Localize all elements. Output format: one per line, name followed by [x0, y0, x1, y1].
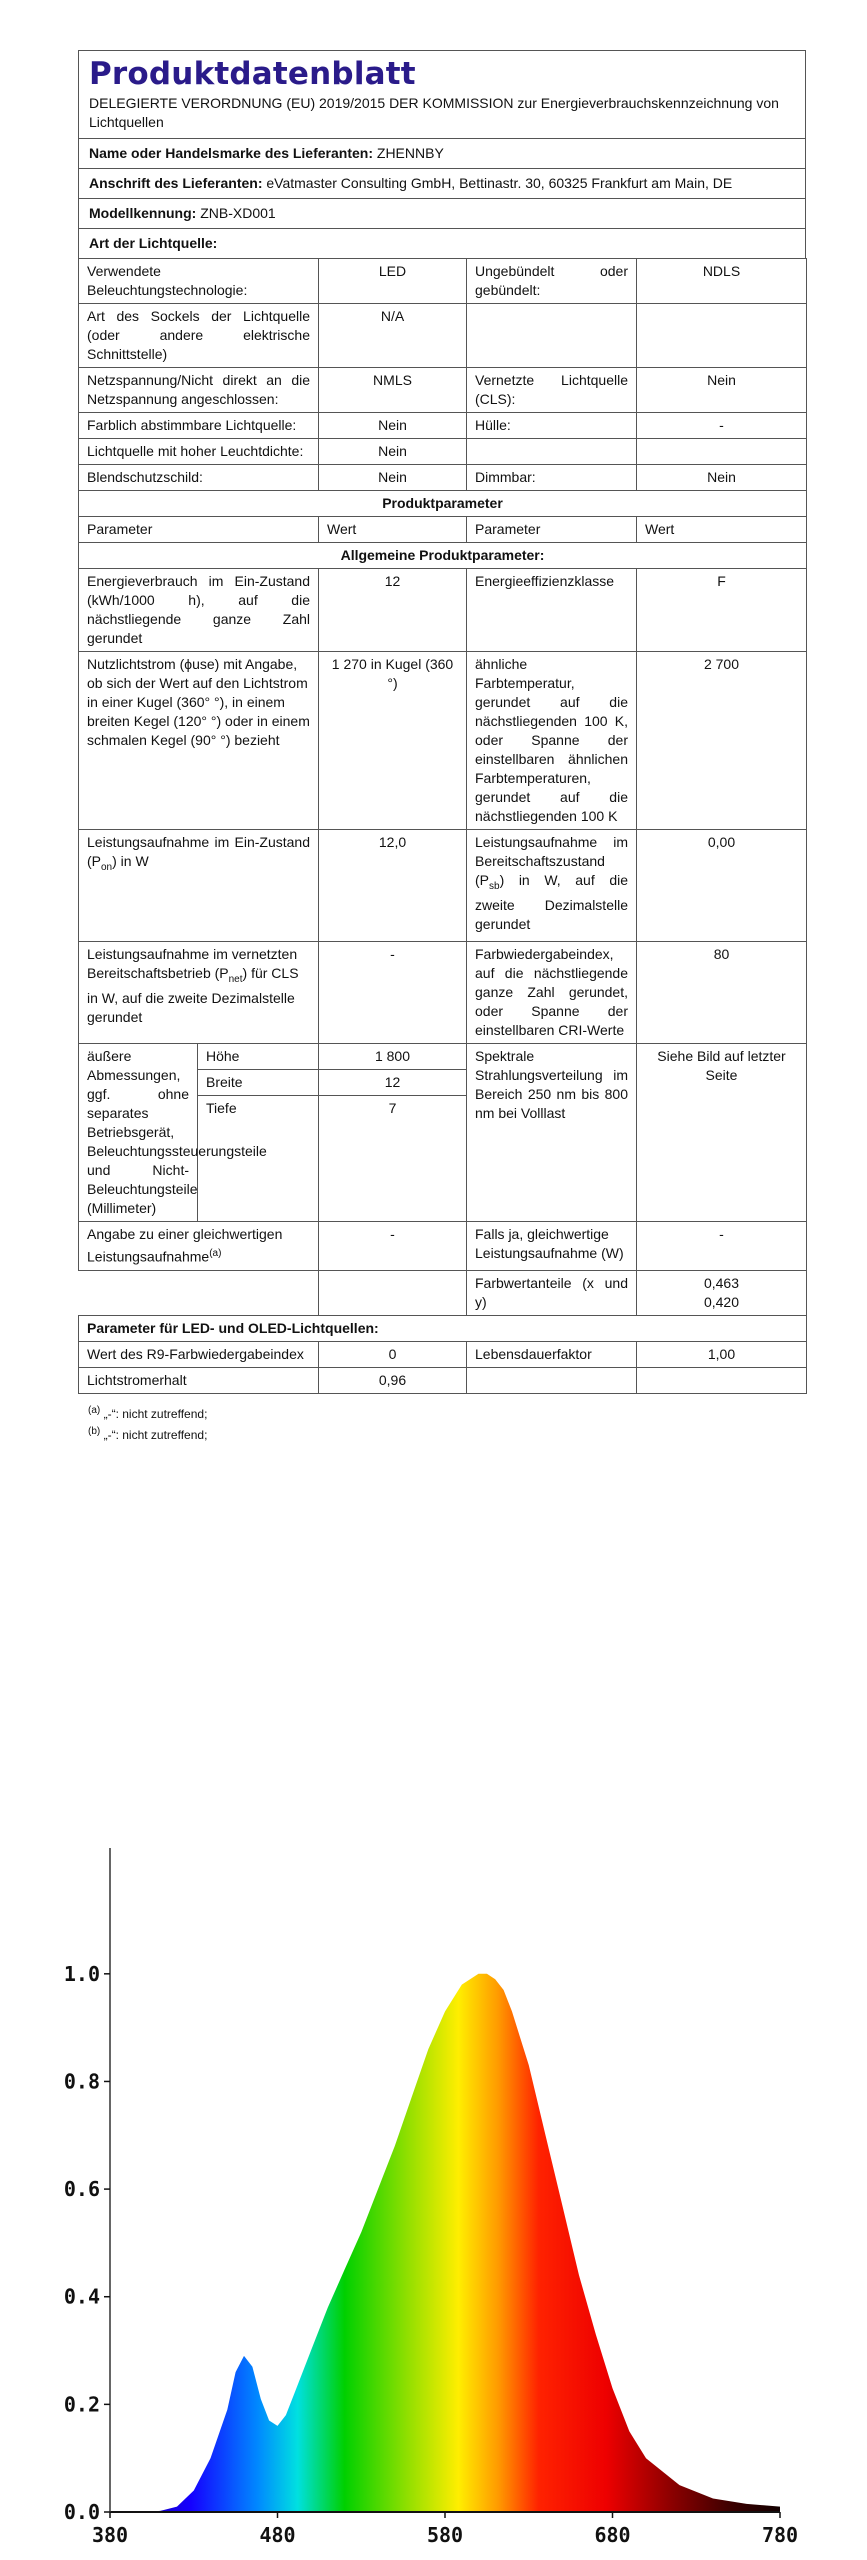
type-label: Hülle: — [467, 413, 637, 439]
dimensions-block — [79, 1044, 318, 1221]
type-value: - — [637, 413, 807, 439]
spectral-label: Spektrale Strahlungsverteilung im Bereich 250 nm bis 800 nm bei Volllast — [467, 1044, 637, 1222]
param-value: F — [637, 569, 807, 652]
type-label: Lichtquelle mit hoher Leuchtdichte: — [79, 439, 319, 465]
table-row — [79, 1341, 807, 1367]
footnote-a — [88, 1402, 806, 1423]
supplier-name-line — [79, 138, 805, 168]
type-label: Blendschutzschild: — [79, 465, 319, 491]
dimension-value: 12 — [319, 1070, 466, 1096]
empty-cell — [467, 1367, 637, 1393]
table-row — [79, 1044, 807, 1222]
power-on-value: 12,0 — [319, 830, 467, 942]
sheet-header — [78, 50, 806, 258]
cri-value: 80 — [637, 942, 807, 1044]
parameter-table — [78, 258, 807, 1394]
table-row — [79, 465, 807, 491]
regulation-subtitle: DELEGIERTE VERORDNUNG (EU) 2019/2015 DER KOMMISSION zur Energieverbrauchskennzeichnung von Lichtquellen — [89, 95, 779, 130]
chroma-label: Farbwertanteile (x und y) — [467, 1270, 637, 1315]
dimension-name: Höhe — [198, 1044, 318, 1070]
column-header-parameter: Parameter — [467, 517, 637, 543]
dimensions-label: äußere Abmessungen, ggf. ohne separates Betriebsgerät, Beleuchtungssteuerungsteile und Nicht-Beleuchtungsteile (Millimeter) — [79, 1044, 198, 1221]
lumen-maintenance-value: 0,96 — [319, 1367, 467, 1393]
net-standby-label — [79, 942, 319, 1044]
table-row — [79, 652, 807, 830]
table-row — [79, 942, 807, 1044]
type-value — [637, 439, 807, 465]
type-value: Nein — [637, 368, 807, 413]
standby-label — [467, 830, 637, 942]
footnote-b-text: „-“: nicht zutreffend; — [103, 1427, 208, 1442]
r9-label: Wert des R9-Farbwiedergabeindex — [79, 1341, 319, 1367]
y-tick-label: 1.0 — [63, 1961, 100, 1986]
column-header-value: Wert — [637, 517, 807, 543]
chroma-y: 0,420 — [703, 1293, 740, 1310]
type-value: N/A — [319, 304, 467, 368]
supplier-address: eVatmaster Consulting GmbH, Bettinastr. 30, 60325 Frankfurt am Main, DE — [266, 175, 733, 191]
supplier-name: ZHENNBY — [376, 145, 444, 161]
table-row — [79, 1222, 807, 1271]
footnote-a-mark: (a) — [88, 1404, 101, 1416]
dimension-name: Breite — [198, 1070, 318, 1096]
led-params-heading: Parameter für LED- und OLED-Lichtquellen: — [79, 1315, 807, 1341]
supplier-name-label: Name oder Handelsmarke des Lieferanten: — [89, 145, 373, 161]
page-title: Produktdatenblatt — [89, 56, 416, 92]
type-label: Vernetzte Lichtquelle (CLS): — [467, 368, 637, 413]
type-label: Netzspannung/Nicht direkt an die Netzspannung angeschlossen: — [79, 368, 319, 413]
type-label — [467, 439, 637, 465]
param-value: 1 270 in Kugel (360 °) — [319, 652, 467, 830]
type-label: Farblich abstimmbare Lichtquelle: — [79, 413, 319, 439]
column-header-row — [79, 517, 807, 543]
spectral-value: Siehe Bild auf letzter Seite — [637, 1044, 807, 1222]
plot-area — [64, 1848, 798, 2547]
model-label: Modellkennung: — [89, 205, 197, 221]
table-row — [79, 569, 807, 652]
lifetime-value: 1,00 — [637, 1341, 807, 1367]
table-row — [79, 439, 807, 465]
equiv-label — [79, 1222, 319, 1271]
table-row — [79, 1367, 807, 1393]
product-data-sheet — [78, 50, 806, 1444]
y-tick-label: 0.0 — [63, 2500, 100, 2524]
standby-value: 0,00 — [637, 830, 807, 942]
model-id: ZNB-XD001 — [200, 205, 276, 221]
r9-value: 0 — [319, 1341, 467, 1367]
type-heading-text: Art der Lichtquelle: — [89, 235, 218, 251]
dimension-value: 1 800 — [319, 1044, 466, 1070]
table-row — [79, 368, 807, 413]
footnote-b — [88, 1423, 806, 1444]
param-value: 12 — [319, 569, 467, 652]
x-tick-label: 380 — [91, 2523, 129, 2547]
power-on-label-b: ) in W — [112, 853, 149, 869]
spectrum-area — [110, 1974, 780, 2512]
x-tick-label: 780 — [761, 2523, 799, 2547]
net-standby-label-a: Leistungsaufnahme im vernetzten Bereitschaftsbetrieb (P — [87, 946, 298, 981]
type-label: Dimmbar: — [467, 465, 637, 491]
type-value — [637, 304, 807, 368]
table-row — [79, 830, 807, 942]
param-value: 2 700 — [637, 652, 807, 830]
type-value: NMLS — [319, 368, 467, 413]
type-value: Nein — [319, 439, 467, 465]
y-tick-label: 0.2 — [63, 2392, 100, 2417]
param-label: Energieeffizienzklasse — [467, 569, 637, 652]
y-tick-label: 0.4 — [63, 2284, 100, 2309]
standby-label-b: ) in W, auf die zweite Dezimalstelle gerundet — [475, 872, 628, 932]
param-label: Energieverbrauch im Ein-Zustand (kWh/1000 h), auf die nächstliegende ganze Zahl gerundet — [79, 569, 319, 652]
section-heading-row — [79, 543, 807, 569]
column-header-parameter: Parameter — [79, 517, 319, 543]
equiv-sup: (a) — [209, 1248, 222, 1259]
net-standby-value: - — [319, 942, 467, 1044]
empty-cell — [79, 1270, 319, 1315]
supplier-address-label: Anschrift des Lieferanten: — [89, 175, 263, 191]
product-params-heading: Produktparameter — [79, 491, 807, 517]
empty-cell — [319, 1270, 467, 1315]
table-row — [79, 304, 807, 368]
param-label: Nutzlichtstrom (ϕuse) mit Angabe, ob sich der Wert auf den Lichtstrom in einer Kugel (360° °), in einem breiten Kegel (120° °) oder in einem schmalen Kegel (90° °) bezieht — [79, 652, 319, 830]
column-header-value: Wert — [319, 517, 467, 543]
x-tick-label: 480 — [259, 2523, 296, 2547]
net-standby-sub: net — [228, 973, 243, 985]
equiv-label-text: Angabe zu einer gleichwertigen Leistungsaufnahme — [87, 1226, 283, 1265]
equiv2-value: - — [637, 1222, 807, 1271]
type-value: NDLS — [637, 259, 807, 304]
dimension-names — [198, 1044, 318, 1221]
dimensions-cell — [79, 1044, 319, 1222]
dimension-value: 7 — [388, 1100, 397, 1116]
net-standby-label-b: ) für CLS in W, auf die zweite Dezimalstelle gerundet — [87, 965, 299, 1025]
footnote-b-mark: (b) — [88, 1425, 101, 1437]
empty-cell — [637, 1367, 807, 1393]
power-on-label — [79, 830, 319, 942]
equiv2-label: Falls ja, gleichwertige Leistungsaufnahme (W) — [467, 1222, 637, 1271]
y-tick-label: 0.8 — [63, 2069, 100, 2094]
type-value: Nein — [637, 465, 807, 491]
table-row — [79, 259, 807, 304]
dimension-name: Tiefe — [206, 1100, 237, 1116]
section-heading-row — [79, 491, 807, 517]
table-row — [79, 1270, 807, 1315]
type-value: Nein — [319, 465, 467, 491]
equiv-value: - — [319, 1222, 467, 1271]
y-tick-label: 0.6 — [63, 2177, 100, 2202]
supplier-address-line — [79, 168, 805, 198]
type-heading — [79, 228, 805, 258]
type-label: Verwendete Beleuchtungstechnologie: — [79, 259, 319, 304]
general-params-heading: Allgemeine Produktparameter: — [79, 543, 807, 569]
lumen-maintenance-label: Lichtstromerhalt — [79, 1367, 319, 1393]
cri-label: Farbwiedergabeindex, auf die nächstliegende ganze Zahl gerundet, oder Spanne der einstellbaren CRI-Werte — [467, 942, 637, 1044]
power-on-sub: on — [101, 861, 113, 873]
x-tick-label: 680 — [594, 2523, 631, 2547]
power-on-label-a: Leistungsaufnahme im Ein-Zustand (P — [87, 834, 310, 869]
footnote-a-text: „-“: nicht zutreffend; — [103, 1406, 208, 1421]
model-line — [79, 198, 805, 228]
type-label: Ungebündelt oder gebündelt: — [467, 259, 637, 304]
type-value: LED — [319, 259, 467, 304]
footnotes — [78, 1402, 806, 1444]
section-heading-row — [79, 1315, 807, 1341]
type-value: Nein — [319, 413, 467, 439]
dimension-values-cell — [319, 1044, 467, 1222]
type-label — [467, 304, 637, 368]
chroma-value — [637, 1270, 807, 1315]
param-label: ähnliche Farbtemperatur, gerundet auf die nächstliegenden 100 K, oder Spanne der einstellbaren ähnlichen Farbtemperaturen, gerundet auf die nächstliegenden 100 K — [467, 652, 637, 830]
table-row — [79, 413, 807, 439]
standby-sub: sb — [489, 880, 500, 892]
chroma-x: 0,463 — [703, 1274, 740, 1291]
spectral-distribution-chart — [0, 1820, 867, 2560]
type-label: Art des Sockels der Lichtquelle (oder andere elektrische Schnittstelle) — [79, 304, 319, 368]
lifetime-label: Lebensdauerfaktor — [467, 1341, 637, 1367]
x-tick-label: 580 — [426, 2523, 464, 2547]
standby-label-a: Leistungsaufnahme im Bereitschaftszustand (P — [475, 834, 628, 888]
